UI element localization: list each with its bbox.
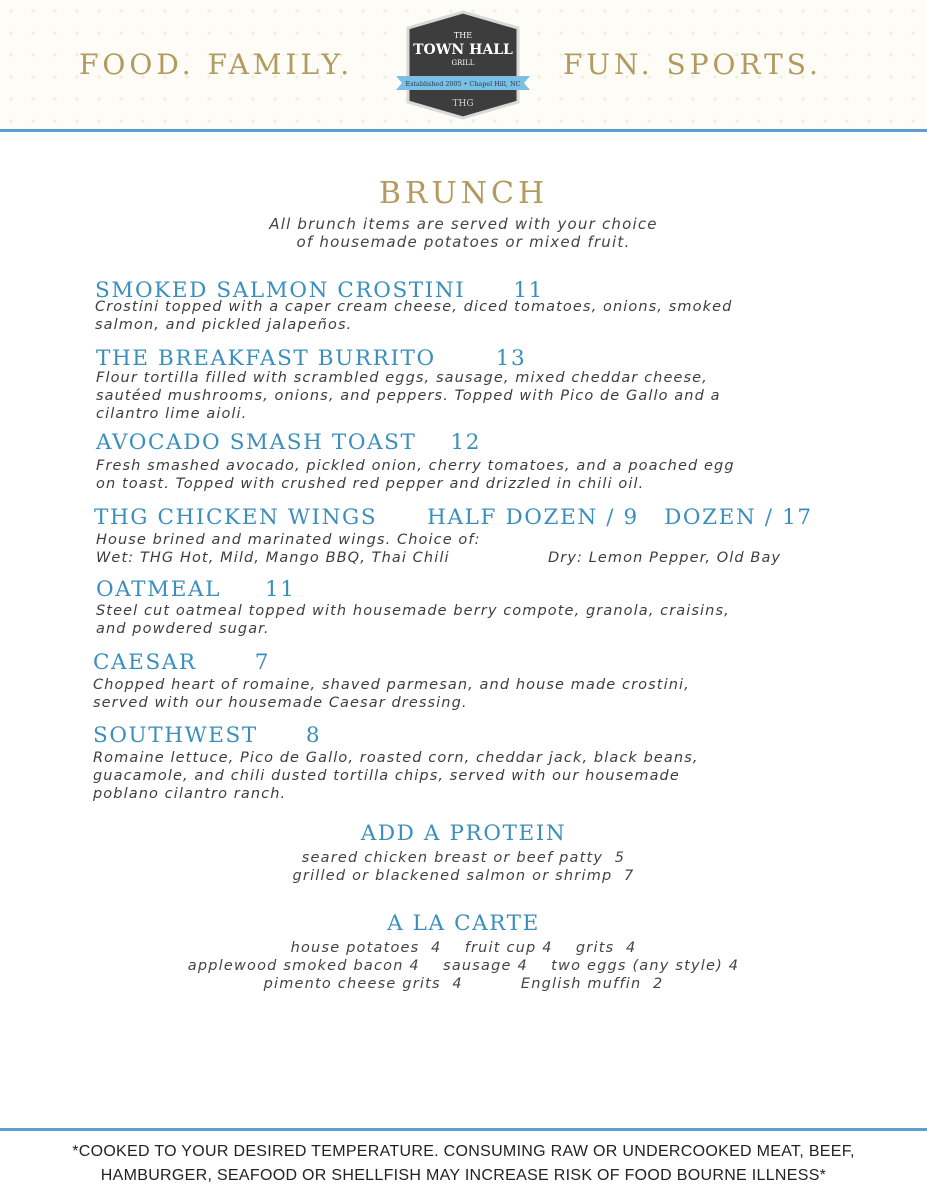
- tagline-right: FUN. SPORTS.: [563, 48, 822, 81]
- description-line: Fresh smashed avocado, pickled onion, cherry tomatoes, and a poached egg: [96, 458, 735, 474]
- description-line: served with our housemade Caesar dressing.: [93, 695, 468, 711]
- menu-item-name: THG CHICKEN WINGS: [94, 505, 378, 530]
- disclaimer-line: HAMBURGER, SEAFOOD OR SHELLFISH MAY INCREASE RISK OF FOOD BOURNE ILLNESS*: [100, 1167, 827, 1184]
- menu-item-title: [96, 577, 296, 603]
- description-line: sautéed mushrooms, onions, and peppers. Topped with Pico de Gallo and a: [96, 388, 721, 404]
- menu-item-description: [96, 602, 730, 638]
- header-divider: [0, 129, 927, 132]
- menu-item-price: 8: [305, 723, 322, 748]
- menu-item-title: [96, 430, 481, 456]
- menu-item-name: CAESAR: [93, 650, 197, 675]
- logo-sub-text: GRILL: [451, 59, 475, 67]
- menu-item-description: [96, 369, 721, 423]
- a-la-carte-line: pimento cheese grits 4 English muffin 2: [263, 976, 664, 992]
- menu-item-name: SMOKED SALMON CROSTINI: [95, 278, 466, 303]
- description-line: poblano cilantro ranch.: [93, 786, 287, 802]
- menu-item-description: [95, 298, 732, 334]
- protein-option: grilled or blackened salmon or shrimp 7: [292, 868, 635, 884]
- a-la-carte-title: A LA CARTE: [387, 911, 540, 936]
- menu-item-price: 7: [254, 650, 270, 675]
- wings-wet-sauces: Wet: THG Hot, Mild, Mango BBQ, Thai Chili: [96, 550, 450, 566]
- menu-item-title: [93, 650, 270, 676]
- footer-divider: [0, 1128, 927, 1131]
- description-line: Flour tortilla filled with scrambled eggs, sausage, mixed cheddar cheese,: [96, 370, 708, 386]
- menu-item-title: [93, 723, 321, 749]
- tagline-left: FOOD. FAMILY.: [79, 48, 354, 81]
- description-line: Chopped heart of romaine, shaved parmesan, and house made crostini,: [93, 677, 690, 693]
- description-line: on toast. Topped with crushed red pepper and drizzled in chili oil.: [96, 476, 645, 492]
- description-line: Crostini topped with a caper cream cheese, diced tomatoes, onions, smoked: [95, 299, 733, 315]
- logo-top-text: THE: [453, 31, 473, 40]
- brunch-intro-line-2: of housemade potatoes or mixed fruit.: [296, 233, 631, 251]
- add-protein-title: ADD A PROTEIN: [360, 821, 567, 846]
- menu-item-description: House brined and marinated wings. Choice of:: [96, 532, 481, 548]
- a-la-carte-line: applewood smoked bacon 4 sausage 4 two eggs (any style) 4: [187, 958, 740, 974]
- wings-dry-rubs: Dry: Lemon Pepper, Old Bay: [548, 550, 782, 566]
- menu-item-price: 12: [450, 430, 482, 455]
- menu-item-price: 13: [495, 346, 527, 371]
- menu-item-description: [93, 676, 690, 712]
- town-hall-grill-logo: [396, 10, 530, 122]
- description-line: Romaine lettuce, Pico de Gallo, roasted corn, cheddar jack, black beans,: [93, 750, 699, 766]
- menu-item-name: AVOCADO SMASH TOAST: [96, 430, 417, 455]
- disclaimer-line: *COOKED TO YOUR DESIRED TEMPERATURE. CONSUMING RAW OR UNDERCOOKED MEAT, BEEF,: [72, 1143, 855, 1160]
- logo-monogram: THG: [452, 99, 474, 109]
- a-la-carte-line: house potatoes 4 fruit cup 4 grits 4: [290, 940, 637, 956]
- logo-ribbon-text: Established 2005 • Chapel Hill, NC: [405, 80, 521, 88]
- description-line: salmon, and pickled jalapeños.: [95, 317, 353, 333]
- menu-item-description: [93, 749, 699, 803]
- protein-option: seared chicken breast or beef patty 5: [301, 850, 626, 866]
- brunch-intro-line-1: All brunch items are served with your choice: [269, 215, 658, 233]
- food-safety-disclaimer: [0, 1140, 927, 1188]
- menu-item-name: THE BREAKFAST BURRITO: [96, 346, 436, 371]
- menu-item-price: 11: [265, 577, 296, 602]
- menu-item-name: SOUTHWEST: [93, 723, 258, 748]
- brunch-title: BRUNCH: [378, 176, 549, 211]
- description-line: Steel cut oatmeal topped with housemade berry compote, granola, craisins,: [96, 603, 730, 619]
- menu-item-price: HALF DOZEN / 9 DOZEN / 17: [427, 505, 813, 530]
- description-line: and powdered sugar.: [96, 621, 270, 637]
- description-line: guacamole, and chili dusted tortilla chips, served with our housemade: [93, 768, 680, 784]
- description-line: cilantro lime aioli.: [96, 406, 248, 422]
- menu-item-title: [94, 505, 813, 531]
- menu-item-price: 11: [513, 278, 544, 303]
- menu-item-name: OATMEAL: [96, 577, 222, 602]
- menu-item-description: [96, 457, 735, 493]
- logo-name-text: TOWN HALL: [413, 42, 513, 58]
